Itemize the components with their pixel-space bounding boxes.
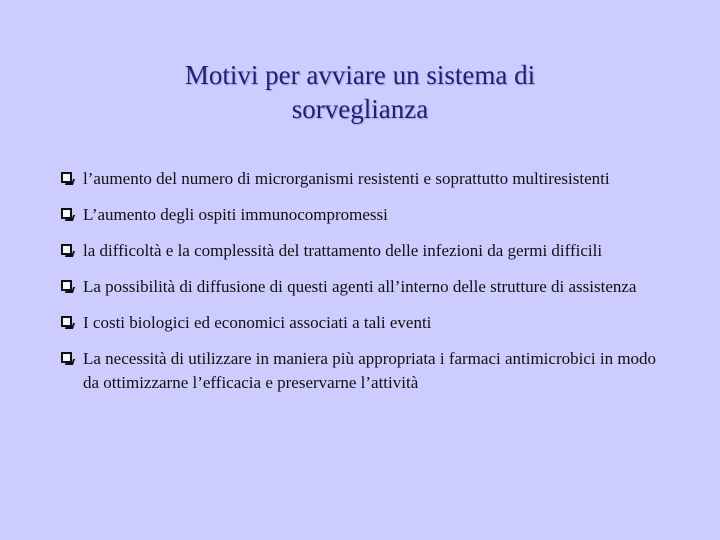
bullet-item-5 [61, 311, 671, 335]
checkbox-bullet-icon [61, 172, 72, 183]
slide-title-line-2: sorveglianza [291, 94, 429, 124]
bullet-text-6: La necessità di utilizzare in maniera più appropriata i farmaci antimicrobici in modo da ottimizzarne l’efficacia e preservarne l’attività [83, 349, 657, 392]
slide-title [60, 58, 660, 126]
bullet-text-3: la difficoltà e la complessità del trattamento delle infezioni da germi difficili [83, 241, 603, 260]
checkbox-bullet-icon [61, 244, 72, 255]
bullet-list [61, 167, 671, 407]
bullet-item-1 [61, 167, 671, 191]
bullet-text-2: L’aumento degli ospiti immunocompromessi [83, 205, 388, 224]
bullet-item-3 [61, 239, 671, 263]
bullet-text-4: La possibilità di diffusione di questi agenti all’interno delle strutture di assistenza [83, 277, 637, 296]
checkbox-bullet-icon [61, 208, 72, 219]
checkbox-bullet-icon [61, 352, 72, 363]
bullet-text-1: l’aumento del numero di microrganismi resistenti e soprattutto multiresistenti [83, 169, 610, 188]
checkbox-bullet-icon [61, 316, 72, 327]
bullet-text-5: I costi biologici ed economici associati a tali eventi [83, 313, 432, 332]
slide-title-line-1: Motivi per avviare un sistema di [184, 60, 536, 90]
bullet-item-2 [61, 203, 671, 227]
bullet-item-6 [61, 347, 671, 395]
bullet-item-4 [61, 275, 671, 299]
checkbox-bullet-icon [61, 280, 72, 291]
